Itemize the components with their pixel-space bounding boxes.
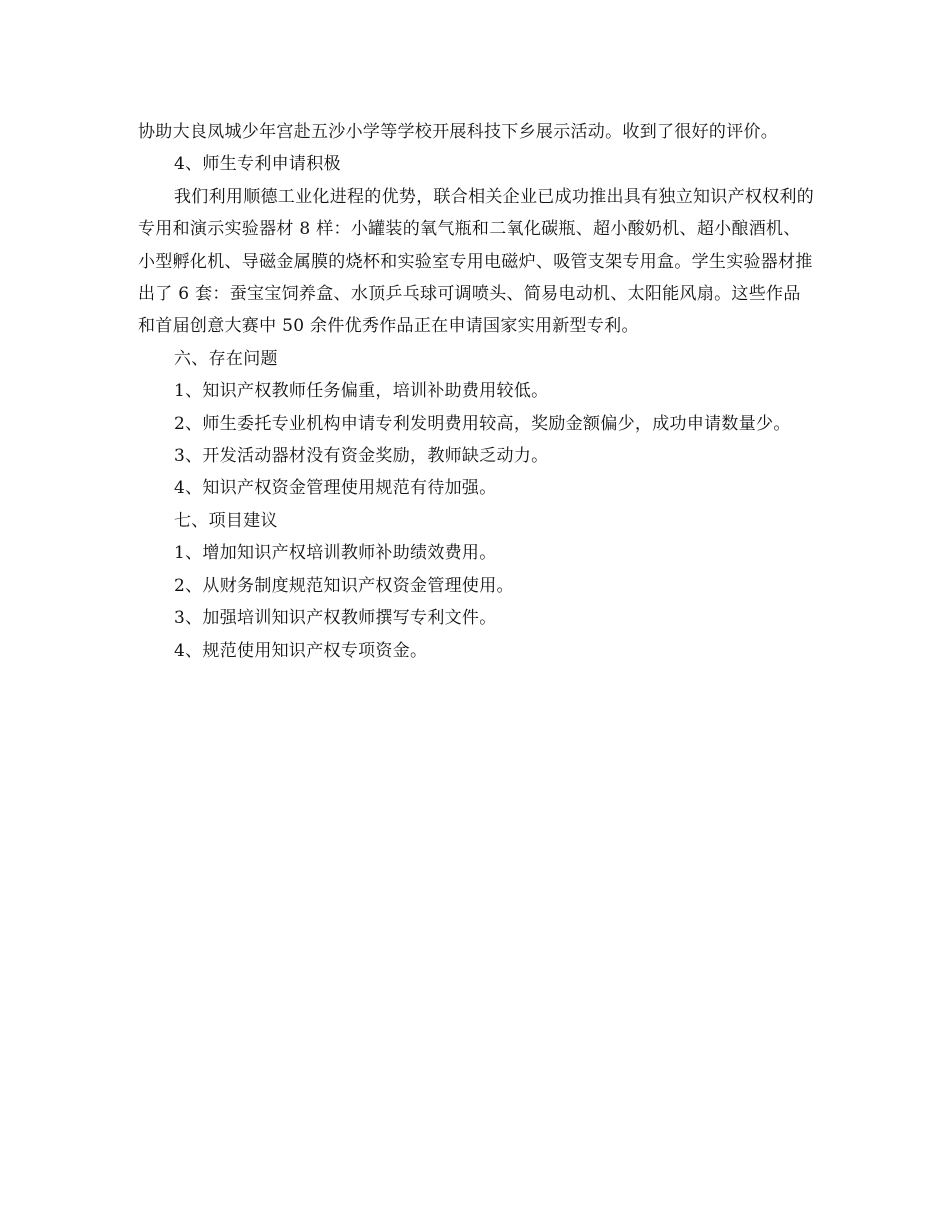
- problem-item-3: 3、开发活动器材没有资金奖励，教师缺乏动力。: [174, 446, 549, 467]
- document-body: [138, 116, 816, 667]
- paragraph-continuation: 协助大良凤城少年宫赴五沙小学等学校开展科技下乡展示活动。收到了很好的评价。: [138, 122, 779, 142]
- suggestion-item-2: 2、从财务制度规范知识产权资金管理使用。: [174, 575, 514, 596]
- suggestion-item-1: 1、增加知识产权培训教师补助绩效费用。: [174, 543, 497, 564]
- section-heading-suggestions: 七、项目建议: [174, 510, 278, 531]
- problem-item-1: 1、知识产权教师任务偏重，培训补助费用较低。: [174, 381, 549, 402]
- paragraph-patent-details: 我们利用顺德工业化进程的优势，联合相关企业已成功推出具有独立知识产权权利的专用和演示实验器材 8 样：小罐装的氧气瓶和二氧化碳瓶、超小酸奶机、超小酿酒机、小型孵化机、导磁金属膜的烧杯和实验室专用电磁炉、吸管支架专用盒。学生实验器材推出了 6 套：蚕宝宝饲养盒、水顶乒乓球可调喷头、简易电动机、太阳能风扇。这些作品和首届创意大赛中 50 余件优秀作品正在申请国家实用新型专利。: [138, 186, 815, 337]
- problem-item-2: 2、师生委托专业机构申请专利发明费用较高，奖励金额偏少，成功申请数量少。: [174, 413, 791, 434]
- suggestion-item-4: 4、规范使用知识产权专项资金。: [174, 640, 428, 661]
- section-heading-problems: 六、存在问题: [174, 348, 278, 369]
- suggestion-item-3: 3、加强培训知识产权教师撰写专利文件。: [174, 608, 497, 629]
- problem-item-4: 4、知识产权资金管理使用规范有待加强。: [174, 478, 497, 499]
- section-heading-patent: 4、师生专利申请积极: [174, 154, 341, 175]
